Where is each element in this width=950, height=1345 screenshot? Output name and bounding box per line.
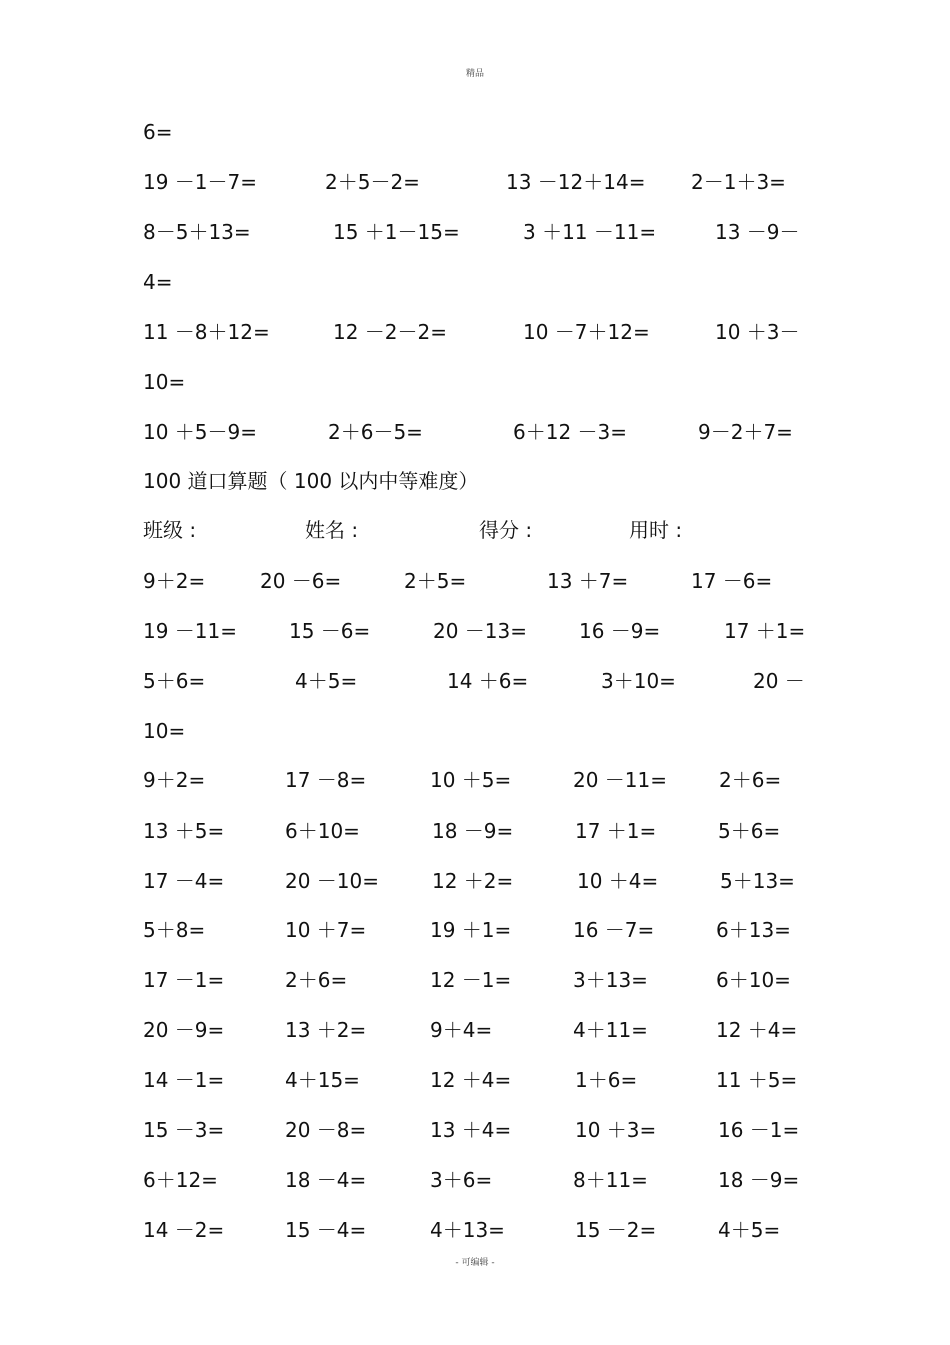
problem: 17 ＋1= bbox=[575, 819, 657, 843]
problem: 5＋8= bbox=[143, 918, 206, 942]
problem: 12 －1= bbox=[430, 968, 512, 992]
problem: 8－5＋13= bbox=[143, 220, 251, 244]
problem: 4＋11= bbox=[573, 1018, 648, 1042]
problem: 3＋10= bbox=[601, 669, 676, 693]
problem: 12 －2－2= bbox=[333, 320, 448, 344]
problem: 11 ＋5= bbox=[716, 1068, 798, 1092]
class-label: 班级 : bbox=[143, 518, 197, 542]
problem: 9＋4= bbox=[430, 1018, 493, 1042]
problem: 12 ＋4= bbox=[716, 1018, 798, 1042]
problem: 20 －11= bbox=[573, 768, 668, 792]
problem: 10 －7＋12= bbox=[523, 320, 650, 344]
problem: 18 －9= bbox=[718, 1168, 800, 1192]
problem: 5＋6= bbox=[143, 669, 206, 693]
page-header: 精品 bbox=[465, 69, 484, 79]
problem: 10 ＋5= bbox=[430, 768, 512, 792]
problem-line: 10= bbox=[143, 719, 186, 743]
problem: 20 －9= bbox=[143, 1018, 225, 1042]
problem: 14 ＋6= bbox=[447, 669, 529, 693]
problem: 2－1＋3= bbox=[691, 170, 786, 194]
problem: 3＋13= bbox=[573, 968, 648, 992]
problem: 2＋6= bbox=[719, 768, 782, 792]
problem-line: 6= bbox=[143, 120, 173, 144]
problem: 2＋6= bbox=[285, 968, 348, 992]
page-footer: - 可编辑 - bbox=[455, 1258, 495, 1268]
problem: 9＋2= bbox=[143, 569, 206, 593]
problem: 6＋10= bbox=[285, 819, 360, 843]
problem: 17 ＋1= bbox=[724, 619, 806, 643]
problem: 10 ＋3= bbox=[575, 1118, 657, 1142]
problem-line: 4= bbox=[143, 270, 173, 294]
problem: 6＋13= bbox=[716, 918, 791, 942]
problem: 16 －1= bbox=[718, 1118, 800, 1142]
problem: 13 ＋5= bbox=[143, 819, 225, 843]
problem: 15 ＋1－15= bbox=[333, 220, 460, 244]
problem: 3＋6= bbox=[430, 1168, 493, 1192]
problem: 13 －9－ bbox=[715, 220, 800, 244]
problem: 10 ＋3－ bbox=[715, 320, 800, 344]
problem: 13 ＋2= bbox=[285, 1018, 367, 1042]
problem: 4＋13= bbox=[430, 1218, 505, 1242]
problem: 20 －8= bbox=[285, 1118, 367, 1142]
problem: 14 －2= bbox=[143, 1218, 225, 1242]
problem: 4＋15= bbox=[285, 1068, 360, 1092]
problem: 5＋13= bbox=[720, 869, 795, 893]
problem: 18 －4= bbox=[285, 1168, 367, 1192]
problem: 15 －3= bbox=[143, 1118, 225, 1142]
problem: 2＋5－2= bbox=[325, 170, 420, 194]
problem: 12 ＋2= bbox=[432, 869, 514, 893]
problem: 17 －8= bbox=[285, 768, 367, 792]
problem: 15 －4= bbox=[285, 1218, 367, 1242]
problem: 19 ＋1= bbox=[430, 918, 512, 942]
problem: 8＋11= bbox=[573, 1168, 648, 1192]
name-label: 姓名 : bbox=[305, 518, 359, 542]
problem: 15 －2= bbox=[575, 1218, 657, 1242]
problem: 9－2＋7= bbox=[698, 420, 793, 444]
problem: 20 －10= bbox=[285, 869, 380, 893]
problem: 5＋6= bbox=[718, 819, 781, 843]
time-label: 用时 : bbox=[629, 518, 683, 542]
problem: 13 ＋7= bbox=[547, 569, 629, 593]
problem: 20 － bbox=[753, 669, 805, 693]
problem: 10 ＋7= bbox=[285, 918, 367, 942]
problem: 16 －7= bbox=[573, 918, 655, 942]
problem: 9＋2= bbox=[143, 768, 206, 792]
problem: 6＋10= bbox=[716, 968, 791, 992]
problem: 2＋5= bbox=[404, 569, 467, 593]
problem: 13 －12＋14= bbox=[506, 170, 646, 194]
problem: 18 －9= bbox=[432, 819, 514, 843]
problem: 12 ＋4= bbox=[430, 1068, 512, 1092]
problem: 10 ＋4= bbox=[577, 869, 659, 893]
problem: 20 －6= bbox=[260, 569, 342, 593]
problem: 2＋6－5= bbox=[328, 420, 423, 444]
problem: 11 －8＋12= bbox=[143, 320, 270, 344]
problem: 19 －11= bbox=[143, 619, 238, 643]
problem: 13 ＋4= bbox=[430, 1118, 512, 1142]
problem: 14 －1= bbox=[143, 1068, 225, 1092]
problem-line: 10= bbox=[143, 370, 186, 394]
section-title: 100 道口算题（ 100 以内中等难度） bbox=[143, 469, 479, 493]
problem: 10 ＋5－9= bbox=[143, 420, 258, 444]
problem: 6＋12= bbox=[143, 1168, 218, 1192]
problem: 4＋5= bbox=[718, 1218, 781, 1242]
score-label: 得分 : bbox=[479, 518, 533, 542]
problem: 15 －6= bbox=[289, 619, 371, 643]
problem: 3 ＋11 －11= bbox=[523, 220, 657, 244]
problem: 16 －9= bbox=[579, 619, 661, 643]
problem: 6＋12 －3= bbox=[513, 420, 628, 444]
problem: 1＋6= bbox=[575, 1068, 638, 1092]
problem: 17 －1= bbox=[143, 968, 225, 992]
problem: 17 －6= bbox=[691, 569, 773, 593]
problem: 20 －13= bbox=[433, 619, 528, 643]
problem: 4＋5= bbox=[295, 669, 358, 693]
problem: 19 －1－7= bbox=[143, 170, 258, 194]
problem: 17 －4= bbox=[143, 869, 225, 893]
